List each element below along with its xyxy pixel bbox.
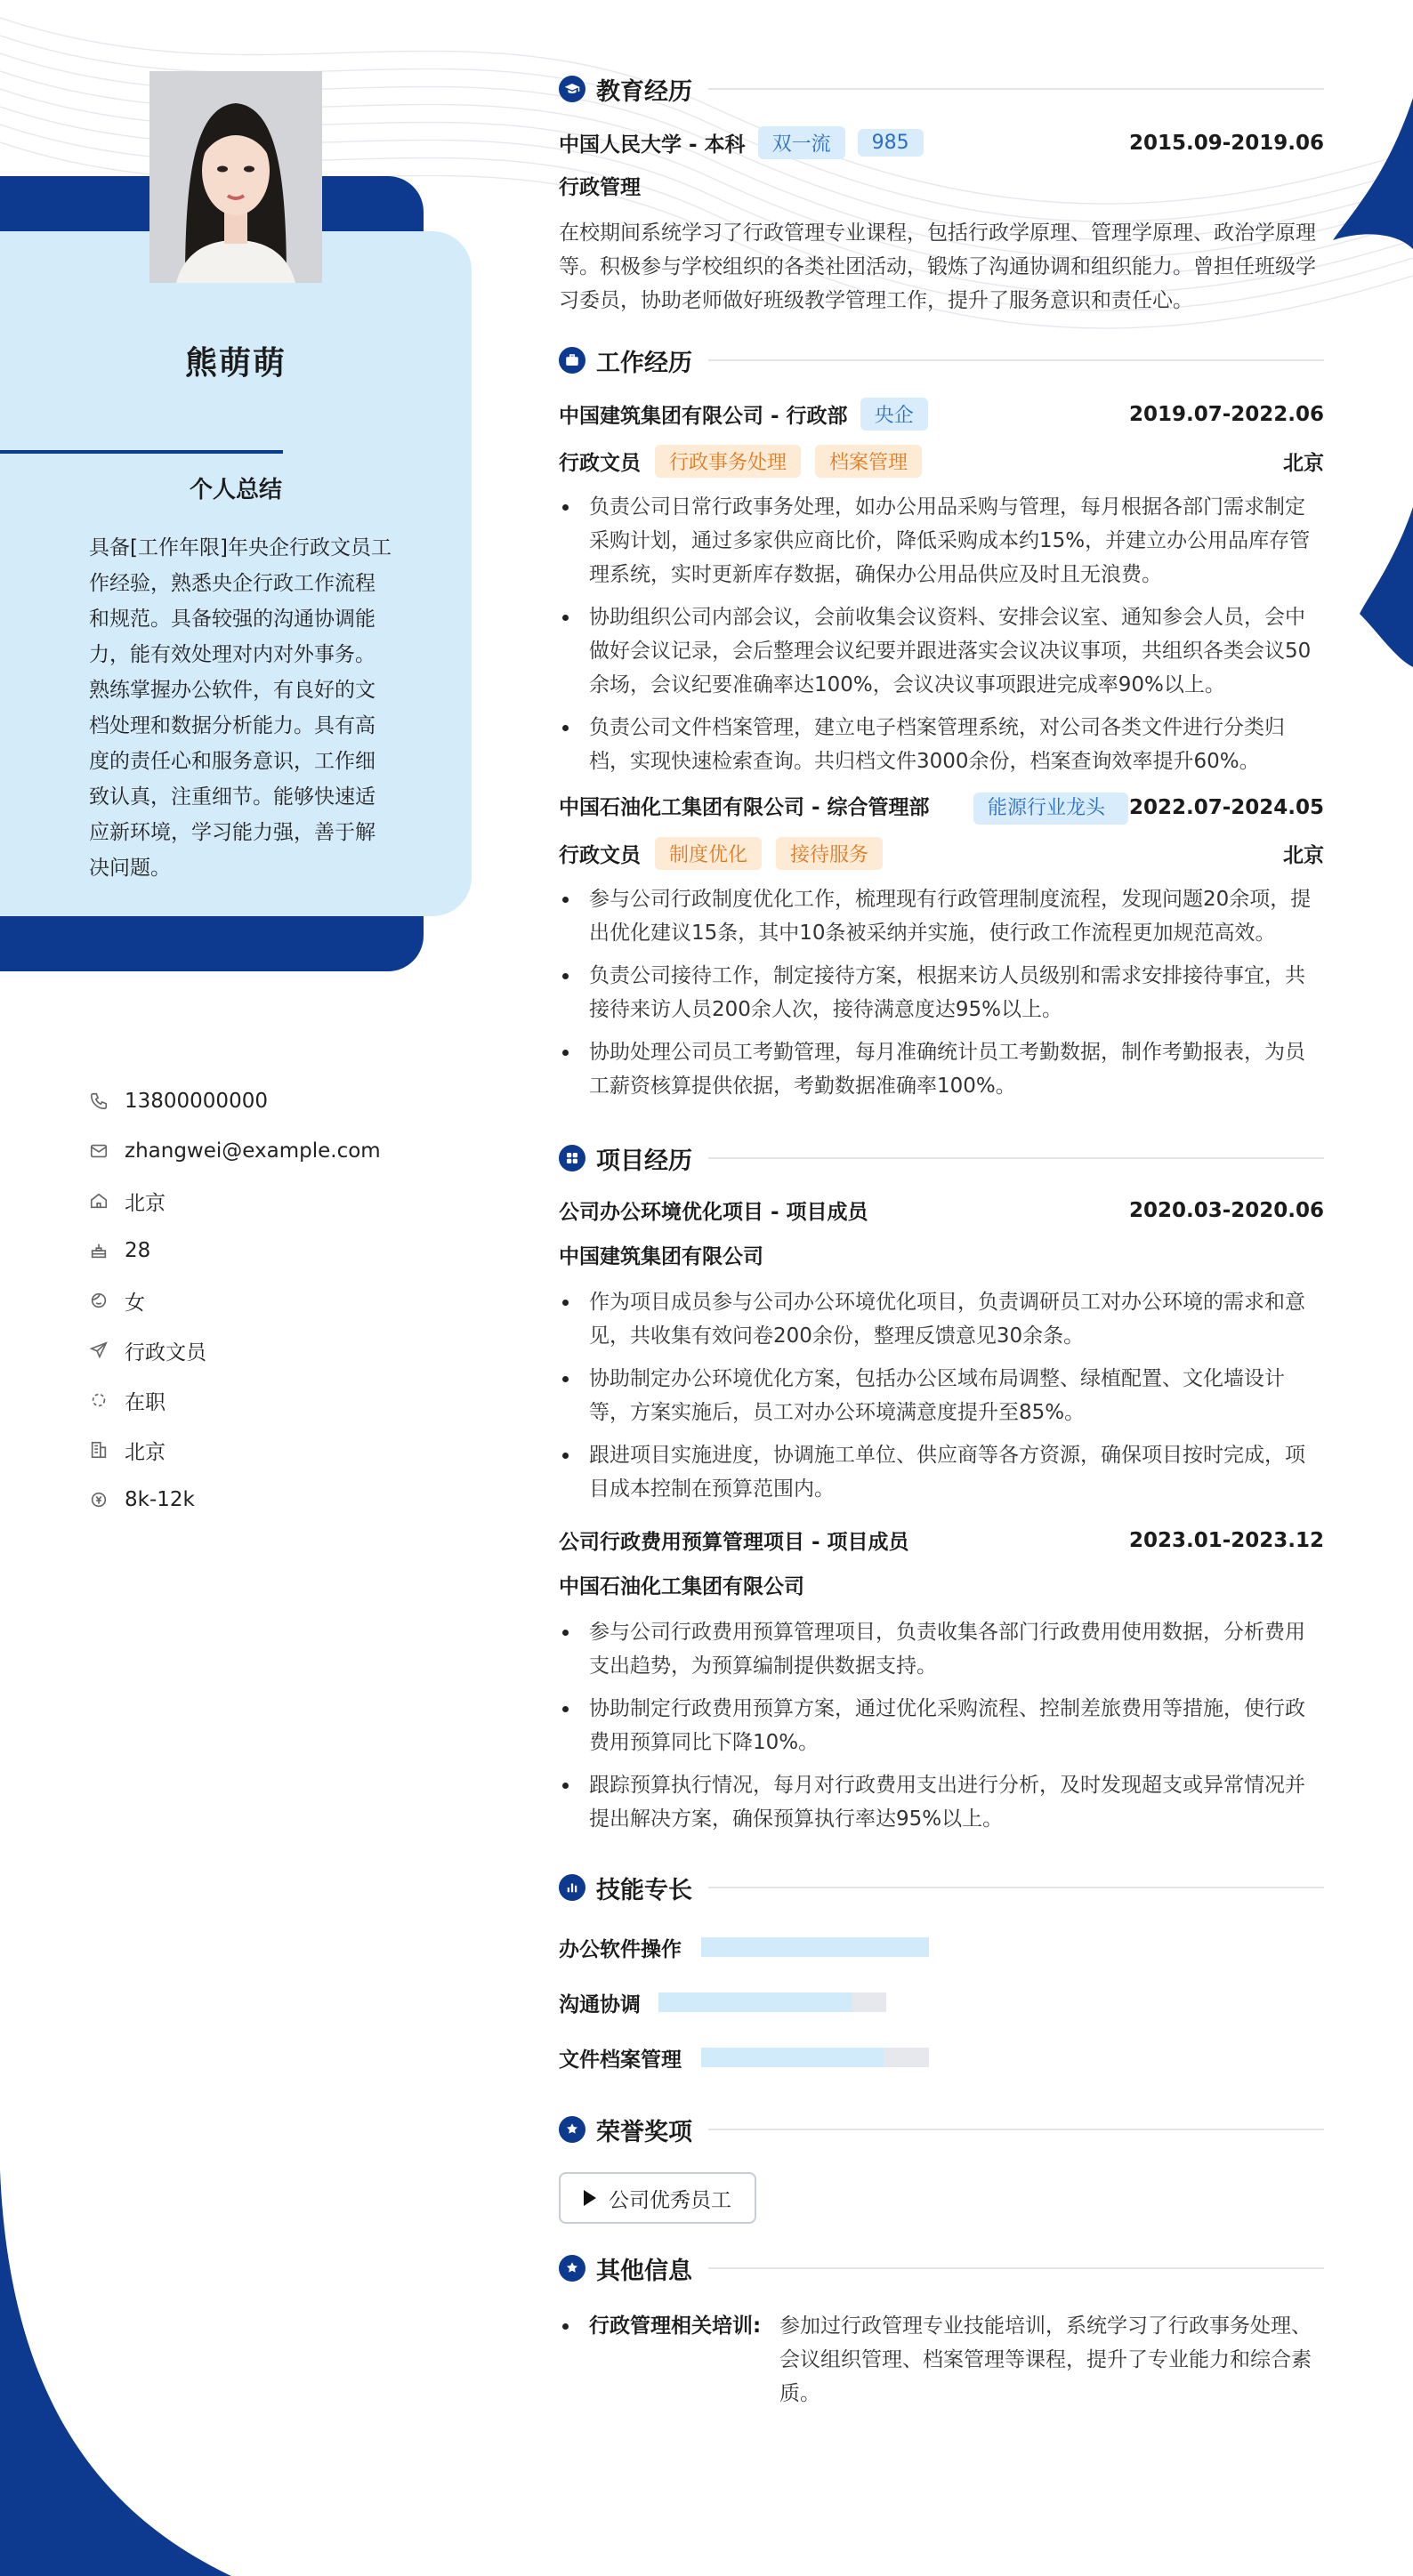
work-date: 2022.07-2024.05 [1128,796,1324,819]
list-item: 协助处理公司员工考勤管理，每月准确统计员工考勤数据，制作考勤报表，为员工薪资核算提供依据，考勤数据准确率100%。 [559,1035,1324,1103]
skill-tag: 行政事务处理 [655,445,801,478]
skill-bar [658,1992,886,2012]
skill-bar [701,1937,929,1957]
list-item: 协助制定办公环境优化方案，包括办公区域布局调整、绿植配置、文化墙设计等，方案实施后，员工对办公环境满意度提升至85%。 [559,1362,1324,1429]
award-icon [559,2116,585,2143]
section-title: 技能专长 [596,1876,692,1904]
project-item [559,1525,1324,1836]
work-item [559,793,1324,1103]
contact-position [89,1325,445,1375]
role: 行政文员 [559,452,641,475]
cake-icon [89,1241,125,1260]
section-title: 工作经历 [596,349,692,377]
project-name: 公司办公环境优化项目 - 项目成员 [559,1201,868,1224]
face-icon [89,1291,125,1310]
school-tag: 双一流 [758,126,845,159]
main-content [559,64,1324,2411]
bar-chart-icon [559,1874,585,1901]
other-text: 参加过行政管理专业技能培训，系统学习了行政事务处理、会议组织管理、档案管理等课程，提升了专业能力和综合素质。 [779,2314,1312,2405]
skill-name: 办公软件操作 [559,1937,682,1961]
graduation-cap-icon [559,76,585,102]
contact-email [89,1126,445,1176]
contact-age [89,1226,445,1276]
skill-item [559,2030,950,2085]
skills-list [559,1920,1324,2085]
work-item [559,398,1324,778]
contact-value: 8k-12k [125,1488,195,1511]
briefcase-icon [559,347,585,374]
skill-tag: 档案管理 [815,445,922,478]
projects-header [559,1133,1324,1183]
mail-icon [89,1141,125,1161]
education-desc: 在校期间系统学习了行政管理专业课程，包括行政学原理、管理学原理、政治学原理等。积极参与学校组织的各类社团活动，锻炼了沟通协调和组织能力。曾担任班级学习委员，协助老师做好班级教学管理工作，提升了服务意识和责任心。 [559,221,1316,312]
skill-bar [701,2048,929,2067]
work-bullets [559,882,1324,1103]
project-org: 中国石油化工集团有限公司 [559,1575,804,1598]
contact-value: 行政文员 [125,1340,206,1364]
education-header [559,64,1324,114]
skill-item [559,1975,950,2030]
list-item: 参与公司行政制度优化工作，梳理现有行政管理制度流程，发现问题20余项，提出优化建议15条，其中10条被采纳并实施，使行政工作流程更加规范高效。 [559,882,1324,950]
contact-value: 28 [125,1239,151,1262]
awards-header [559,2105,1324,2154]
skill-tag: 制度优化 [655,837,762,870]
project-title-row [559,1195,1324,1225]
summary-divider [0,450,283,454]
work-title-row [559,793,1324,825]
contact-value: 在职 [125,1390,166,1414]
project-bullets [559,1615,1324,1836]
right-decor-curve [1333,98,1413,667]
summary-title: 个人总结 [189,477,282,503]
skill-fill [701,1937,929,1957]
contact-phone [89,1076,445,1126]
skill-fill [701,2048,884,2067]
section-title: 项目经历 [596,1147,692,1175]
awards-list [559,2172,1324,2224]
section-rule [708,88,1324,90]
contact-value: 女 [125,1291,145,1315]
contact-salary [89,1475,445,1525]
play-triangle-icon [584,2190,596,2206]
work-date: 2019.07-2022.06 [1128,402,1324,426]
contact-status [89,1375,445,1425]
company-name: 中国石油化工集团有限公司 - 综合管理部 [559,796,930,819]
candidate-name: 熊萌萌 [184,345,287,382]
phone-icon [89,1091,125,1111]
project-org: 中国建筑集团有限公司 [559,1245,763,1268]
work-role-row [559,445,1324,478]
list-item: 负责公司日常行政事务处理，如办公用品采购与管理，每月根据各部门需求制定采购计划，通过多家供应商比价，降低采购成本约15%，并建立办公用品库存管理系统，实时更新库存数据，确保办公用品供应及时且无浪费。 [559,490,1324,592]
role: 行政文员 [559,844,641,867]
contact-home [89,1176,445,1226]
avatar-illustration [149,71,322,283]
summary-text: 具备[工作年限]年央企行政文员工作经验，熟悉央企行政工作流程和规范。具备较强的沟通协调能力，能有效处理对内对外事务。熟练掌握办公软件，有良好的文档处理和数据分析能力。具有高度的责任心和服务意识，工作细致认真，注重细节。能够快速适应新环境，学习能力强，善于解决问题。 [89,536,392,880]
company-tag: 央企 [860,398,928,431]
list-item: 参与公司行政费用预算管理项目，负责收集各部门行政费用使用数据，分析费用支出趋势，为预算编制提供数据支持。 [559,1615,1324,1683]
send-icon [89,1340,125,1360]
education-row [559,126,1324,159]
project-item [559,1195,1324,1506]
home-icon [89,1191,125,1211]
contact-gender [89,1276,445,1325]
contact-value: 北京 [125,1440,166,1464]
info-star-icon [559,2255,585,2282]
project-name: 公司行政费用预算管理项目 - 项目成员 [559,1531,909,1554]
work-bullets [559,490,1324,778]
section-rule [708,1887,1324,1888]
other-item [559,2309,1324,2411]
list-item: 跟踪预算执行情况，每月对行政费用支出进行分析，及时发现超支或异常情况并提出解决方案，确保预算执行率达95%以上。 [559,1768,1324,1836]
list-item: 负责公司接待工作，制定接待方案，根据来访人员级别和需求安排接待事宜，共接待来访人员200余人次，接待满意度达95%以上。 [559,959,1324,1026]
project-date: 2023.01-2023.12 [1128,1528,1324,1552]
project-title-row [559,1525,1324,1555]
list-item: 协助组织公司内部会议，会前收集会议资料、安排会议室、通知参会人员，会中做好会议记录，会后整理会议纪要并跟进落实会议决议事项，共组织各类会议50余场，会议纪要准确率达100%，会议决议事项跟进完成率90%以上。 [559,600,1324,702]
other-label: 行政管理相关培训: [589,2314,762,2338]
award-item[interactable] [559,2172,756,2224]
salary-icon [89,1490,125,1509]
grid-icon [559,1145,585,1171]
building-icon [89,1440,125,1460]
contact-list [89,1076,445,1525]
skill-item [559,1920,950,1975]
work-role-row [559,837,1324,870]
project-bullets [559,1285,1324,1506]
skills-header [559,1863,1324,1912]
section-title: 荣誉奖项 [596,2118,692,2146]
section-title: 其他信息 [596,2257,692,2285]
list-item: 协助制定行政费用预算方案，通过优化采购流程、控制差旅费用等措施，使行政费用预算同比下降10%。 [559,1692,1324,1759]
section-title: 教育经历 [596,77,692,106]
section-rule [708,359,1324,361]
section-rule [708,1157,1324,1159]
education-date: 2015.09-2019.06 [1128,131,1324,155]
school-tag: 985 [858,129,924,157]
work-city: 北京 [1283,844,1324,867]
section-rule [708,2267,1324,2269]
company-name: 中国建筑集团有限公司 - 行政部 [559,405,848,428]
contact-value: 13800000000 [125,1090,268,1113]
school-name: 中国人民大学 - 本科 [559,133,746,157]
major: 行政管理 [559,176,641,199]
work-title-row [559,398,1324,431]
project-date: 2020.03-2020.06 [1128,1198,1324,1222]
other-header [559,2243,1324,2293]
skill-tag: 接待服务 [776,837,883,870]
work-header [559,335,1324,385]
contact-value: zhangwei@example.com [125,1139,381,1163]
skill-name: 沟通协调 [559,1992,641,2017]
skill-name: 文件档案管理 [559,2048,682,2072]
list-item: 作为项目成员参与公司办公环境优化项目，负责调研员工对办公环境的需求和意见，共收集有效问卷200余份，整理反馈意见30余条。 [559,1285,1324,1353]
list-item: 负责公司文件档案管理，建立电子档案管理系统，对公司各类文件进行分类归档，实现快速检索查询。共归档文件3000余份，档案查询效率提升60%。 [559,711,1324,778]
skill-fill [658,1992,852,2012]
section-rule [708,2129,1324,2130]
profile-photo [149,71,322,283]
work-city: 北京 [1283,452,1324,475]
award-label: 公司优秀员工 [609,2188,731,2212]
status-icon [89,1390,125,1410]
list-item: 跟进项目实施进度，协调施工单位、供应商等各方资源，确保项目按时完成，项目成本控制在预算范围内。 [559,1438,1324,1506]
bottom-decor-curve [0,2170,231,2576]
contact-value: 北京 [125,1191,166,1215]
contact-city [89,1425,445,1475]
other-list [559,2309,1324,2411]
company-tag: 能源行业龙头 [973,793,1128,825]
